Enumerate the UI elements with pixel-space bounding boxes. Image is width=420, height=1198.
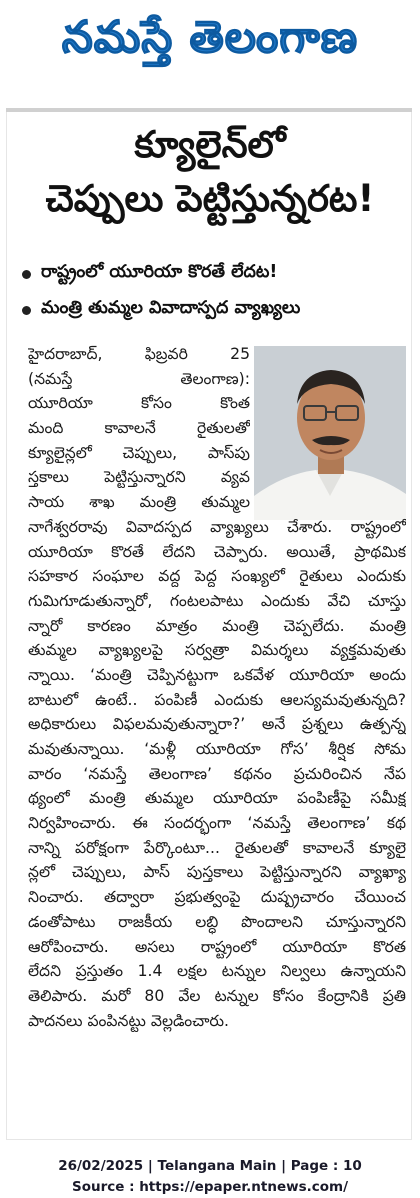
page-footer [0, 1156, 420, 1198]
body-line: అధికారులు విఫలమవుతున్నారా?’ అనే ప్రశ్నలు ఉత్పన్న [28, 715, 406, 734]
article-headline [14, 118, 406, 226]
body-line: నాగేశ్వరరావు వివాదస్పద వ్యాఖ్యలు చేశారు. రాష్ట్రంలో [28, 517, 406, 536]
body-line: యూరియా కొరతే లేదని చెప్పారు. అయితే, ప్రాథమిక [28, 542, 406, 561]
newspaper-title: నమస్తే తెలంగాణ [61, 12, 359, 63]
source-link[interactable]: Source : https://epaper.ntnews.com/ [71, 1179, 349, 1195]
body-line: నాన్ని పరోక్షంగా పేర్కొంటూ... రైతులతో కావాలనే క్యూలై [28, 838, 406, 857]
masthead [0, 0, 420, 86]
body-line: వారం ‘నమస్తే తెలంగాణ’ కథనం ప్రచురించిన నేప [28, 764, 406, 783]
article-body [28, 342, 406, 1033]
body-line: హైదరాబాద్, ఫిబ్రవరి 25 [28, 345, 250, 363]
bullet-icon [22, 270, 31, 279]
highlight-item [22, 292, 406, 328]
highlights-list [22, 256, 406, 328]
body-line: లేదని ప్రస్తుతం 1.4 లక్షల టన్నుల నిల్వలు ఉన్నాయని [28, 962, 406, 981]
body-line: న్నారో కారణం మాత్రం మంత్రి చెప్పలేదు. మంత్రి [28, 616, 406, 635]
body-line: డంతోపాటు రాజకీయ లబ్ధి పొందాలని చూస్తున్నారని [28, 912, 406, 931]
edition-info: 26/02/2025 | Telangana Main | Page : 10 [58, 1158, 362, 1174]
body-line: తెలిపారు. మరో 80 వేల టన్నుల కోసం కేంద్రానికి ప్రతి [28, 986, 406, 1005]
headline-line-1: క్యూలైన్‌లో [134, 123, 286, 166]
body-line: న్నాయి. ‘మంత్రి చెప్పినట్టుగా ఒకవేళ యూరియా అందు [28, 665, 406, 684]
body-line: నించారు. తద్వారా ప్రభుత్వంపై దుష్ప్రచారం చేయించ [28, 888, 406, 907]
highlight-text: మంత్రి తుమ్మల వివాదాస్పద వ్యాఖ్యలు [41, 298, 301, 318]
clipping-top-rule [6, 108, 412, 112]
body-line: థ్యంలో మంత్రి తుమ్మల యూరియా పంపిణీపై సమీక్ష [28, 789, 406, 808]
body-line: గుమిగూడుతున్నారో, గంటలపాటు ఎందుకు వేచి చూస్తు [28, 591, 406, 610]
highlight-item [22, 256, 406, 292]
body-line: తుమ్మల వ్యాఖ్యలపై సర్వత్రా విమర్శలు వ్యక్తమవుతు [28, 641, 406, 660]
headline-line-2: చెప్పులు పెట్టిస్తున్నరట! [45, 177, 375, 220]
body-line: న్లలో చెప్పులు, పాస్ పుస్తకాలు పెట్టిస్తున్నారని వ్యాఖ్యా [28, 863, 406, 882]
body-line: నిర్వహించారు. ఈ సందర్భంగా ‘నమస్తే తెలంగాణ’ కథ [28, 814, 406, 833]
body-line: స్తకాలు పెట్టిస్తున్నారని వ్యవ [28, 468, 250, 487]
bullet-icon [22, 306, 31, 315]
body-line: బాటులో ఉంటే.. పంపిణీ ఎందుకు ఆలస్యమవుతున్నది? [28, 690, 406, 709]
body-line: సాయ శాఖ మంత్రి తుమ్మల [28, 493, 250, 512]
body-line: క్యూలైన్లలో చెప్పులు, పాస్‌పు [28, 443, 250, 462]
body-line: సహకార సంఘాల వద్ద పెద్ద సంఖ్యలో రైతులు ఎందుకు [28, 567, 406, 586]
body-line: యూరియా కోసం కొంత [28, 394, 250, 413]
highlight-text: రాష్ట్రంలో యూరియా కొరతే లేదట! [41, 262, 278, 282]
body-line: ఆరోపించారు. అసలు రాష్ట్రంలో యూరియా కొరత [28, 937, 406, 956]
body-line: మవుతున్నాయి. ‘మళ్లీ యూరియా గోస’ శీర్షిక సోమ [28, 740, 406, 758]
body-line: మంది కావాలనే రైతులతో [28, 419, 250, 438]
body-line: పాదనలు పంపినట్టు వెల్లడించారు. [28, 1011, 230, 1030]
body-line: (నమస్తే తెలంగాణ): [28, 369, 250, 388]
